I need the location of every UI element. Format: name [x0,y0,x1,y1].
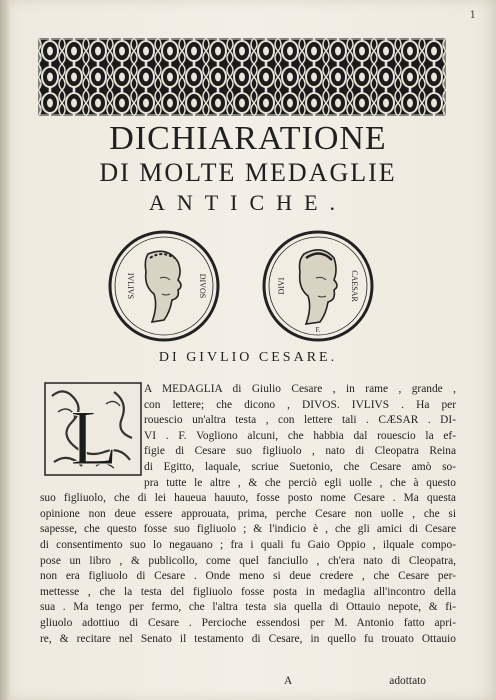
medal-right-legend-bottom: F. [315,326,321,334]
body-line-12: pose un libro , & publicollo, come quel fanciullo , ch'era nato di Cleopatra, [40,554,456,567]
body-line-7: pra tutte le altre , & che perciò egli uolle , che à questo [144,476,456,489]
title-line-1: DICHIARATIONE [109,120,387,157]
body-line-10: sapesse, che questo fosse suo figliuolo ; & l'indicio è , che gli amici di Cesare [40,523,456,536]
medal-left-legend-left: IVLIVS [126,272,135,300]
medal-reverse [264,232,372,340]
page-footer [40,675,456,691]
body-line-14: mettesse , che la testa del figliuolo fosse posta in medaglia all'incontro della [40,585,456,598]
headpiece-pattern [38,38,446,116]
initial-letter: L [70,394,118,476]
body-text [40,382,456,647]
body-line-4: VI . F. Vogliono alcuni, che habbia dal rouescio la ef- [144,429,456,442]
signature-mark: A [284,675,293,687]
title-line-2: DI MOLTE MEDAGLIE [99,158,397,187]
body-line-9: opinione non deue essere approuata, prima, perche Cesare non uolle , che si [40,507,456,520]
body-line-3: rouescio un'altra testa , con lettere tali . CÆSAR . DI- [144,414,456,427]
medal-right-legend-right: CAESAR [350,270,359,302]
body-line-11: di consentimento suo lo negauano ; fra i quali fu Gaio Oppio , ilquale compo- [40,538,456,551]
body-line-16: gliuolo adottiuo di Cesare . Percioche essendosi per M. Antonio fatto apri- [40,616,456,629]
page-number: 1 [469,10,476,21]
body-line-17: re, & recitare nel Senato il testamento di Cesare, in quello fu trouato Ottauio [40,632,456,645]
medal-left-legend-right: DIVOS [198,273,207,299]
medal-right-legend-left: DIVI [277,277,286,295]
medal-illustrations [108,228,380,343]
body-line-6: di Egitto, laquale, scriue Suetonio, che Cesare amò so- [144,460,456,473]
body-line-15: sua . Ma tengo per fermo, che l'altra testa sia quella di Ottauio nepote, & fi- [40,601,456,614]
medal-obverse [110,232,218,340]
body-line-5: figie di Cesare suo figliuolo , nato di Cleopatra Reina [144,445,456,458]
body-line-2: con lettere; che dicono , DIVOS. IVLIVS . Ha per [144,398,456,411]
title-line-3: ANTICHE. [148,190,348,215]
body-line-1: A MEDAGLIA di Giulio Cesare , in rame , grande , [144,383,456,395]
catchword: adottato [389,675,426,687]
section-heading: DI GIVLIO CESARE. [158,350,338,365]
body-line-8: suo figliuolo, che di lei haueua hauuto, fosse posto nome Cesare . Ma questa [40,492,456,505]
body-line-13: non era figliuolo di Cesare . Onde meno si deue credere , che Cesare per- [40,570,456,583]
ornamental-headpiece [38,38,446,116]
